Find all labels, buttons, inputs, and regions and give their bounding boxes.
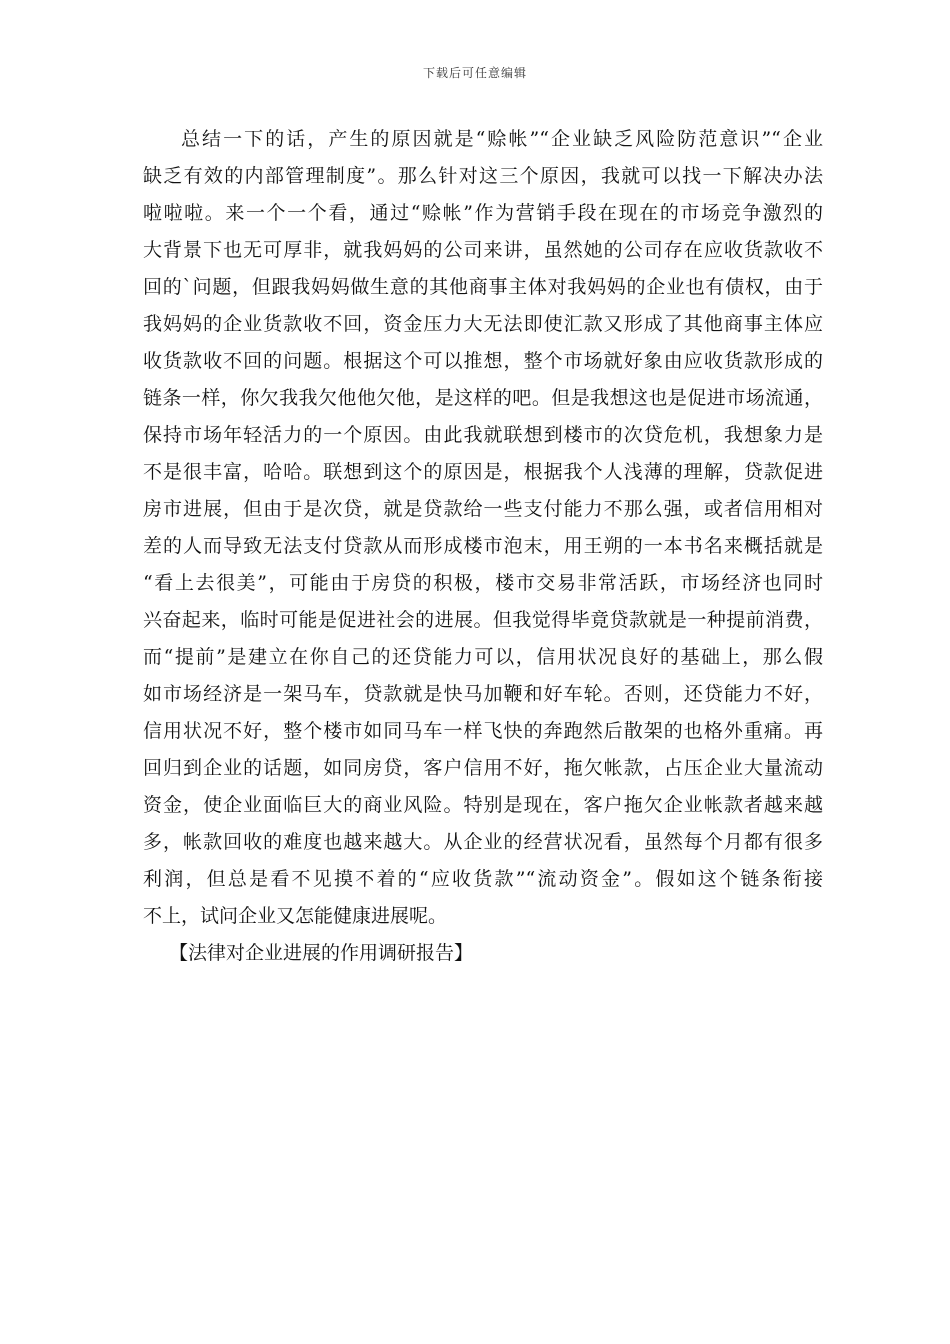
paragraph-line: 房市进展，但由于是次贷，就是贷款给一些支付能力不那么强，或者信用相对 [143, 498, 823, 520]
paragraph-line: 回归到企业的话题，如同房贷，客户信用不好，拖欠帐款，占压企业大量流动 [143, 757, 823, 779]
paragraph-line: 不上，试问企业又怎能健康进展呢。 [143, 905, 448, 927]
paragraph-line: 而“提前”是建立在你自己的还贷能力可以，信用状况良好的基础上，那么假 [143, 646, 823, 668]
paragraph-line: 我妈妈的企业货款收不回，资金压力大无法即使汇款又形成了其他商事主体应 [143, 313, 823, 335]
page-header: 下载后可任意编辑 [422, 66, 527, 80]
paragraph-line: 资金，使企业面临巨大的商业风险。特别是现在，客户拖欠企业帐款者越来越 [143, 794, 823, 816]
paragraph-line: 差的人而导致无法支付贷款从而形成楼市泡末，用王朔的一本书名来概括就是 [143, 535, 823, 557]
paragraph-line: 信用状况不好，整个楼市如同马车一样飞快的奔跑然后散架的也格外重痛。再 [143, 720, 823, 742]
paragraph-line: 链条一样，你欠我我欠他他欠他，是这样的吧。但是我想这也是促进市场流通， [143, 387, 823, 409]
paragraph-line: 利润，但总是看不见摸不着的“应收货款”“流动资金”。假如这个链条衔接 [143, 868, 823, 890]
report-title: 【法律对企业进展的作用调研报告】 [169, 942, 474, 964]
paragraph-line: 多，帐款回收的难度也越来越大。从企业的经营状况看，虽然每个月都有很多 [143, 831, 823, 853]
paragraph-line: 缺乏有效的内部管理制度”。那么针对这三个原因，我就可以找一下解决办法 [143, 165, 823, 187]
body-paragraph [143, 121, 823, 972]
paragraph-line: 保持市场年轻活力的一个原因。由此我就联想到楼市的次贷危机，我想象力是 [143, 424, 823, 446]
paragraph-line: 回的`问题，但跟我妈妈做生意的其他商事主体对我妈妈的企业也有债权，由于 [143, 276, 823, 298]
paragraph-line: “看上去很美”，可能由于房贷的积极，楼市交易非常活跃，市场经济也同时 [143, 572, 823, 594]
paragraph-line: 不是很丰富，哈哈。联想到这个的原因是，根据我个人浅薄的理解，贷款促进 [143, 461, 823, 483]
paragraph-line: 大背景下也无可厚非，就我妈妈的公司来讲，虽然她的公司存在应收货款收不 [143, 239, 823, 261]
paragraph-line: 啦啦啦。来一个一个看，通过“赊帐”作为营销手段在现在的市场竞争激烈的 [143, 202, 823, 224]
paragraph-line: 兴奋起来，临时可能是促进社会的进展。但我觉得毕竟贷款就是一种提前消费， [143, 609, 823, 631]
paragraph-line: 收货款收不回的问题。根据这个可以推想，整个市场就好象由应收货款形成的 [143, 350, 823, 372]
paragraph-line: 如市场经济是一架马车，贷款就是快马加鞭和好车轮。否则，还贷能力不好， [143, 683, 823, 705]
paragraph-line: 总结一下的话，产生的原因就是“赊帐”“企业缺乏风险防范意识”“企业 [181, 128, 823, 150]
